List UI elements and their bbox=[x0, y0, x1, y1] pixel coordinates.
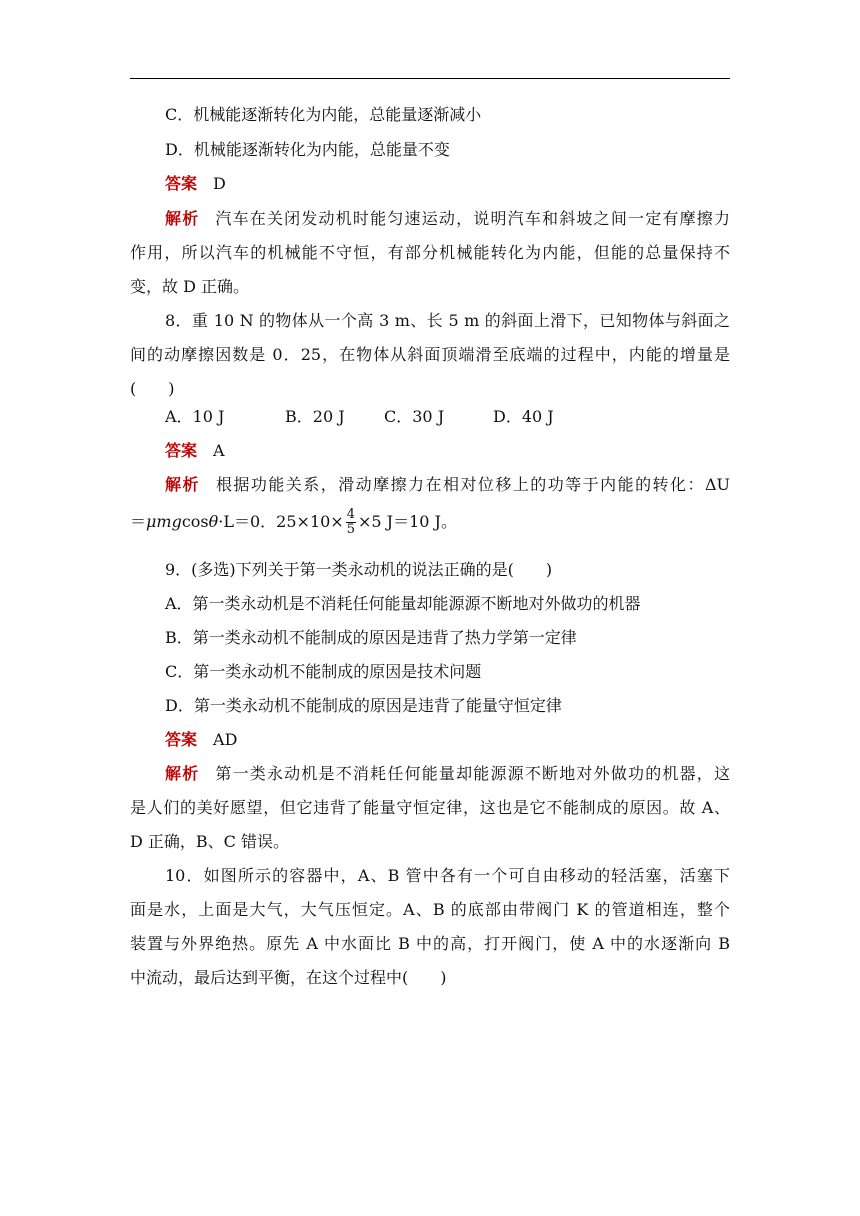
answer-value: D bbox=[213, 174, 226, 193]
q8-stem-line-2: 间的动摩擦因数是 0．25，在物体从斜面顶端滑至底端的过程中，内能的增量是 bbox=[130, 345, 730, 364]
q10-stem-line-2: 面是水，上面是大气，大气压恒定。A、B 的底部由带阀门 K 的管道相连，整个 bbox=[130, 900, 730, 919]
q9-analysis-line-3: D 正确，B、C 错误。 bbox=[130, 832, 290, 851]
q8-option-d: D．40 J bbox=[493, 407, 554, 426]
q7-option-d: D．机械能逐渐转化为内能，总能量不变 bbox=[165, 140, 450, 159]
analysis-label: 解析 bbox=[165, 764, 200, 783]
answer-label: 答案 bbox=[165, 441, 198, 460]
q7-analysis-line-2: 作用，所以汽车的机械能不守恒，有部分机械能转化为内能，但能的总量保持不 bbox=[130, 243, 730, 262]
q8-stem-line-1: 8．重 10 N 的物体从一个高 3 m、长 5 m 的斜面上滑下，已知物体与斜面之 bbox=[165, 311, 730, 330]
q8-options-row bbox=[165, 407, 730, 427]
analysis-label: 解析 bbox=[165, 475, 200, 494]
q7-analysis-line-3: 变，故 D 正确。 bbox=[130, 277, 250, 296]
q9-answer bbox=[165, 730, 237, 750]
q8-option-c: C．30 J bbox=[384, 407, 445, 426]
answer-label: 答案 bbox=[165, 174, 198, 193]
q8-analysis-line-1: 解析 根据功能关系，滑动摩擦力在相对位移上的功等于内能的转化：ΔU bbox=[165, 475, 730, 494]
q8-answer bbox=[165, 441, 225, 461]
q8-option-b: B．20 J bbox=[285, 407, 345, 426]
q9-analysis-line-2: 是人们的美好愿望，但它违背了能量守恒定律，这也是它不能制成的原因。故 A、 bbox=[130, 798, 730, 817]
answer-value: A bbox=[213, 441, 225, 460]
q7-answer bbox=[165, 174, 226, 194]
q8-stem-line-3: ( ) bbox=[130, 379, 175, 398]
header-rule bbox=[130, 78, 730, 79]
q9-analysis-line-1: 解析 第一类永动机是不消耗任何能量却能源源不断地对外做功的机器，这 bbox=[165, 764, 730, 783]
q9-option-b: B．第一类永动机不能制成的原因是违背了热力学第一定律 bbox=[165, 628, 577, 647]
q9-option-d: D．第一类永动机不能制成的原因是违背了能量守恒定律 bbox=[165, 696, 562, 715]
q7-analysis-line-1: 解析 汽车在关闭发动机时能匀速运动，说明汽车和斜坡之间一定有摩擦力 bbox=[165, 209, 730, 228]
fraction bbox=[346, 508, 356, 537]
q8-option-a: A．10 J bbox=[165, 407, 225, 426]
fraction-numerator: 4 bbox=[346, 507, 355, 522]
q10-stem-line-4: 中流动，最后达到平衡，在这个过程中( ) bbox=[130, 968, 447, 987]
answer-label: 答案 bbox=[165, 730, 198, 749]
answer-value: AD bbox=[213, 730, 238, 749]
q7-option-c: C．机械能逐渐转化为内能，总能量逐渐减小 bbox=[165, 105, 482, 124]
q9-stem: 9．(多选)下列关于第一类永动机的说法正确的是( ) bbox=[165, 560, 553, 579]
q9-option-a: A．第一类永动机是不消耗任何能量却能源源不断地对外做功的机器 bbox=[165, 594, 641, 613]
q10-stem-line-1: 10．如图所示的容器中，A、B 管中各有一个可自由移动的轻活塞，活塞下 bbox=[165, 866, 730, 885]
q8-formula-line: ＝μmgcosθ·L＝0．25×10× $\frac{4}{5}$ ×5 J＝10 J。 bbox=[130, 507, 457, 537]
analysis-label: 解析 bbox=[165, 209, 200, 228]
q10-stem-line-3: 装置与外界绝热。原先 A 中水面比 B 中的高，打开阀门，使 A 中的水逐渐向 B bbox=[130, 934, 730, 953]
fraction-denominator: 5 bbox=[346, 522, 355, 537]
q9-option-c: C．第一类永动机不能制成的原因是技术问题 bbox=[165, 662, 482, 681]
